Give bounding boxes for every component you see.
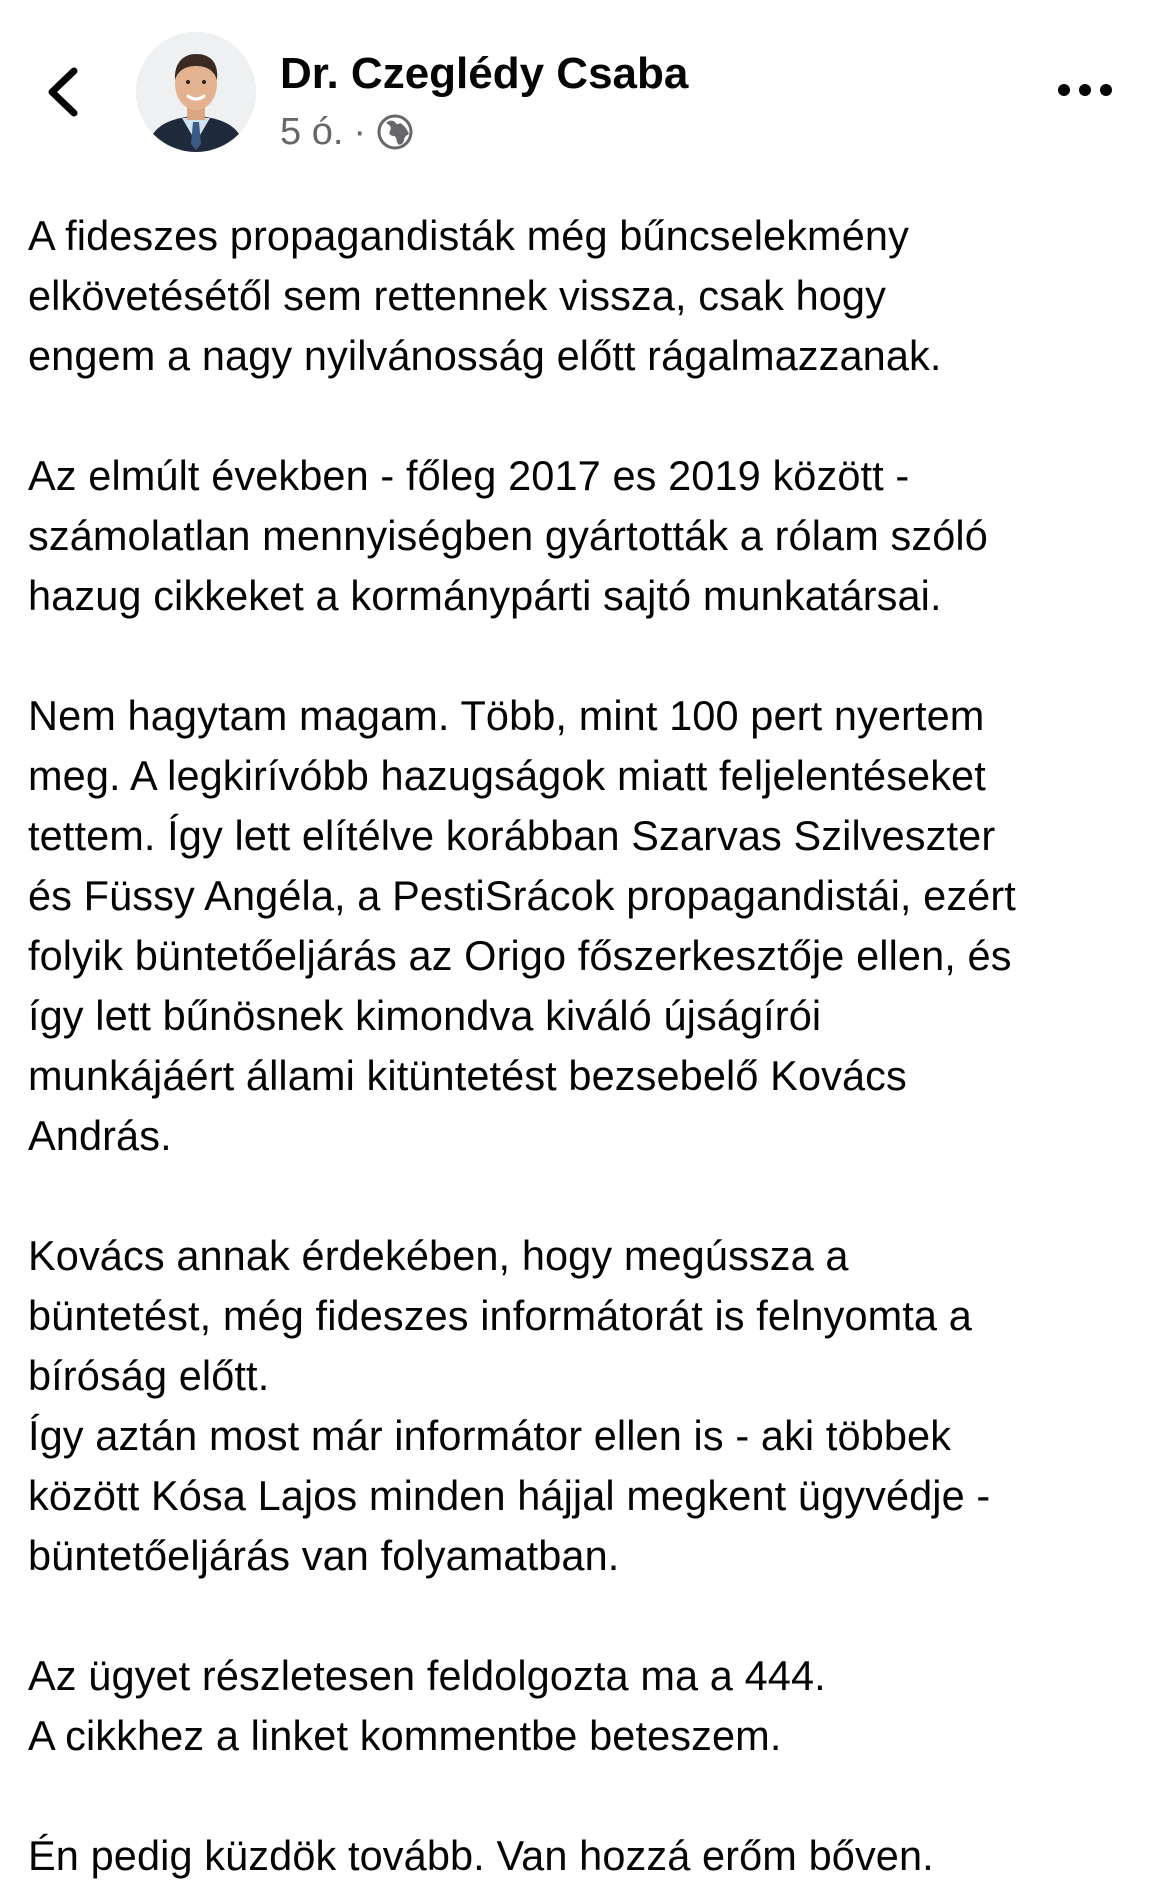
chevron-left-icon [46, 67, 80, 117]
post-header [0, 0, 1161, 170]
post-paragraph: Kovács annak érdekében, hogy megússza a büntetést, még fideszes informátorát is felnyomta a bíróság előtt. Így aztán most már informátor ellen is - aki többek között Kósa Lajos minden hájjal megkent ügyvédje - büntetőeljárás van folyamatban. [28, 1232, 991, 1579]
post-paragraph: Nem hagytam magam. Több, mint 100 pert nyertem meg. A legkirívóbb hazugságok miatt feljelentéseket tettem. Így lett elítélve korábban Szarvas Szilveszter és Füssy Angéla, a PestiSrácok propagandistái, ezért folyik büntetőeljárás az Origo főszerkesztője ellen, és így lett bűnösnek kimondva kiváló újságírói munkájáért állami kitüntetést bezsebelő Kovács András. [28, 692, 1016, 1159]
author-name[interactable]: Dr. Czeglédy Csaba [280, 49, 689, 98]
meta-separator: · [353, 110, 367, 153]
post-paragraph: A fideszes propagandisták még bűncselekmény elkövetésétől sem rettennek vissza, csak hogy engem a nagy nyilvánosság előtt rágalmazzanak. [28, 212, 942, 379]
post-text [28, 206, 1138, 1886]
globe-icon[interactable] [376, 113, 414, 151]
post-time[interactable]: 5 ó. [280, 110, 344, 153]
more-horizontal-icon [1057, 83, 1113, 97]
post-paragraph: Az elmúlt években - főleg 2017 es 2019 között - számolatlan mennyiségben gyártották a rólam szóló hazug cikkeket a kormánypárti sajtó munkatársai. [28, 452, 988, 619]
post-paragraph: Az ügyet részletesen feldolgozta ma a 444. A cikkhez a linket kommentbe beteszem. [28, 1652, 826, 1759]
author-avatar[interactable] [136, 32, 256, 152]
author-photo [136, 32, 256, 152]
post-meta [280, 108, 414, 156]
post-paragraph: Én pedig küzdök tovább. Van hozzá erőm bőven. [28, 1832, 934, 1879]
back-button[interactable] [38, 62, 88, 122]
more-options-button[interactable] [1050, 70, 1120, 110]
